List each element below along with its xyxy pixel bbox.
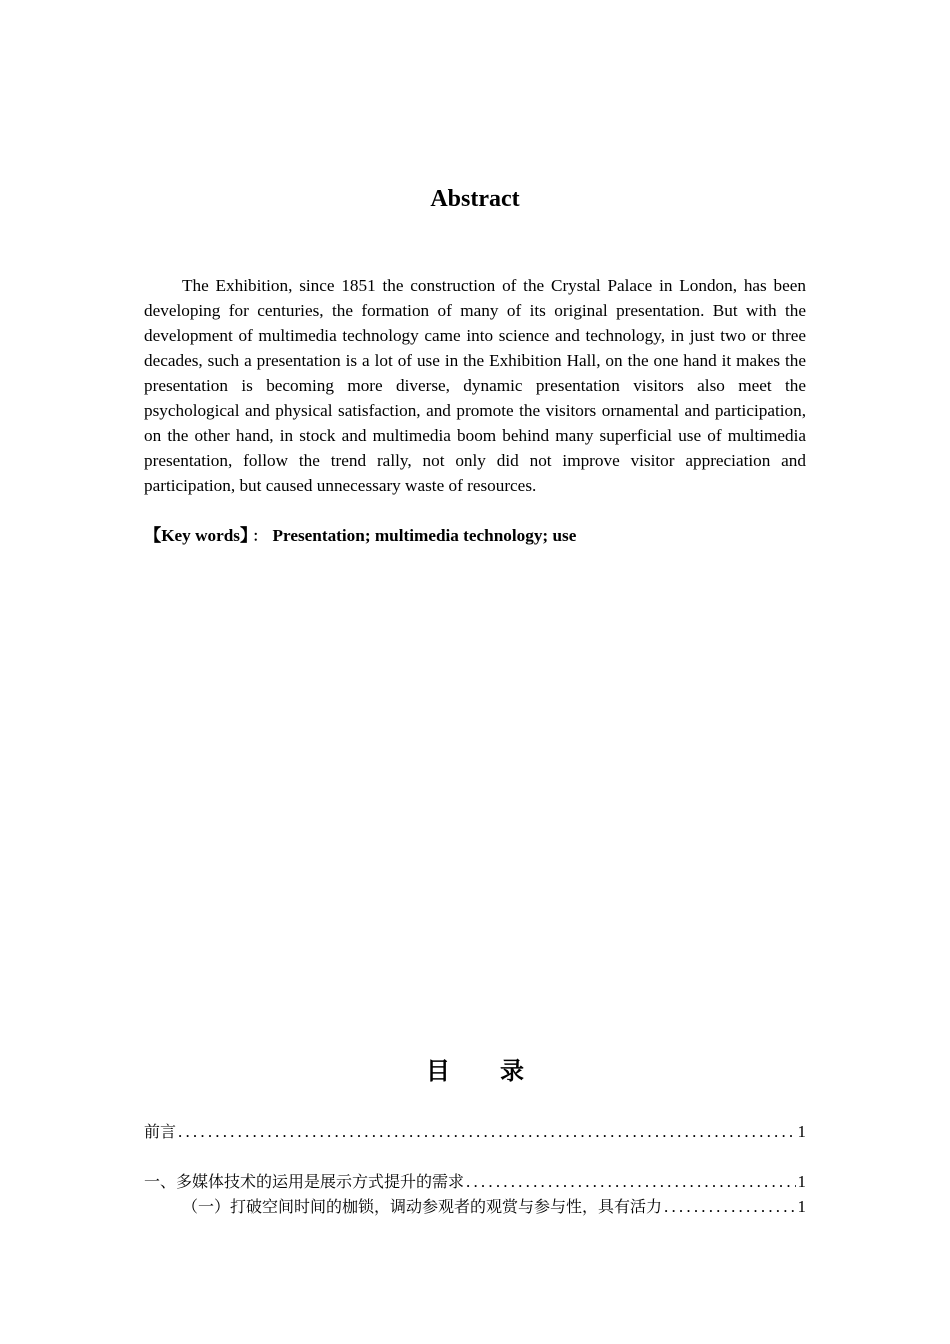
keywords-value: Presentation; multimedia technology; use [272, 526, 577, 545]
keywords-label: 【Key words】 [144, 526, 249, 545]
keywords-line [144, 523, 806, 550]
toc-entry-page: 1 [797, 1122, 806, 1141]
toc-entry-page: 1 [797, 1197, 806, 1216]
toc-dot-leader [662, 1195, 795, 1219]
toc-entry-preface[interactable] [144, 1120, 806, 1144]
toc-entry-section-1[interactable] [144, 1170, 806, 1194]
toc-dot-leader [176, 1120, 795, 1144]
keywords-separator: ： [252, 530, 267, 545]
toc-entry-page: 1 [797, 1172, 806, 1191]
abstract-title: Abstract [430, 186, 520, 212]
toc-entry-label: 一、多媒体技术的运用是展示方式提升的需求 [144, 1172, 465, 1191]
toc-dot-leader [464, 1170, 795, 1194]
toc-title: 目录 [426, 1057, 574, 1085]
abstract-body: The Exhibition, since 1851 the construction of the Crystal Palace in London, has been developing for centuries, the formation of many of its original presentation. But with the development of multimedia technology came into science and technology, in just two or three decades, such a presentation is a lot of use in the Exhibition Hall, on the one hand it makes the presentation is becoming more diverse, dynamic presentation visitors also meet the psychological and physical satisfaction, and promote the visitors ornamental and participation, on the other hand, in stock and multimedia boom behind many superficial use of multimedia presentation, follow the trend rally, not only did not improve visitor appreciation and participation, but caused unnecessary waste of resources. [144, 276, 806, 495]
toc-entry-label: （一）打破空间时间的枷锁，调动参观者的观赏与参与性，具有活力 [182, 1197, 663, 1216]
toc-entry-section-1-1[interactable] [144, 1195, 806, 1219]
toc-entry-label: 前言 [144, 1122, 177, 1141]
